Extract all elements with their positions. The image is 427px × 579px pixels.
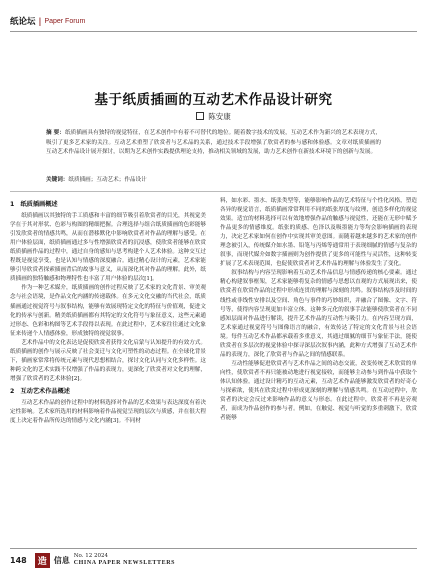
left-column xyxy=(10,197,206,426)
author-box-icon xyxy=(196,112,204,120)
issue-info xyxy=(74,553,175,567)
issue-number: No. 12 2024 xyxy=(73,553,108,559)
page-number: 148 xyxy=(10,555,27,565)
right-column xyxy=(220,197,417,423)
journal-brand: 信息 xyxy=(53,555,70,565)
body-paragraph: 艺术作品中的文化表达是促使欣赏者获得文化启蒙与认知提升的有效方式。纸质插画的创作与展示反映了社会变迁与文化可塑性的动态过程。在全球化背景下，插画家常常将传统元素与现代思想相结合，探讨文化认同与文化多样性。这种跨文化的艺术实践不仅增强了作品的表现力，更深化了欣赏者对文化的理解，增强了欣赏者的艺术体验[2]。 xyxy=(10,339,206,382)
body-paragraph: 互动艺术作品的创作过程中的材料选择对作品的艺术效果与表达深度有着决定性影响。艺术家所选用的材料影响着作品视觉呈现的层次与质感，并在很大程度上决定着作品所传达的情感与文化内涵[3]。不同材 xyxy=(10,399,206,425)
section-name-en: Paper Forum xyxy=(44,17,86,25)
section-name-cn: 纸论坛 xyxy=(10,17,36,27)
article-title: 基于纸质插画的互动艺术作品设计研究 xyxy=(94,92,333,108)
abstract-rule xyxy=(10,191,417,192)
abstract-text: 纸质插画具有独特的视觉特征，在艺术创作中有着不可替代的地位。随着数字技术的发展，互动艺术作为新兴的艺术表现方式，吸引了更多艺术家的关注。互动艺术重塑了欣赏者与艺术品的关系，通过技术手段增强了欣赏者的参与感和体验感。文章对纸质插画的互动艺术作品设计展开探讨，以期为艺术创作实践提供理论支持，推动相关领域的发展，助力艺术创作在新技术环境下的创新与发展。 xyxy=(46,130,381,155)
body-paragraph: 互动性能够促进欣赏者与艺术作品之间的动态交流，改变传统艺术欣赏的单向性，使欣赏者不再只能被动地进行视觉接收，而能够主动参与到作品中获取个体认知体验。通过设计精巧的互动元素，互动艺术作品能够激发欣赏者的好奇心与探索欲，使其在欣赏过程中形成更深刻的理解与情感共鸣。在互动过程中，欣赏者的决定会反过来影响作品的意义与形态。在此过程中，欣赏者不再是旁观者，而成为作品创作的参与者。例如，在触觉、视觉与听觉的多重刺激下，欣赏者能够 xyxy=(220,360,417,422)
journal-logo: 造 xyxy=(35,553,50,568)
body-paragraph: 叙事结构与内容呈现影响着互动艺术作品信息与情感传递的核心要素。通过精心构建叙事框架，艺术家能够将复杂的情感与思想以直观的方式展现出来，使欣赏者在欣赏作品的过程中形成连贯的理解与深刻的共鸣。叙事结构涉及时间的线性或非线性安排以及空间、角色与事件的巧妙组织，并融合了图像、文字、符号等，使得内容呈现更加丰富立体。这种多元化的叙事手法能够使欣赏者在不同感知层面对作品进行解读，提升艺术作品的互动性与吸引力。在内容呈现方面，艺术家通过视觉符号与图像语言的融合，有效传达了特定的文化背景与社会语境。每件互动艺术作品都承载着多重意义，其通过细腻的细节与象征手法，能使欣赏者在多层次的视觉体验中探寻深层次叙事内涵，此种方式增强了互动艺术作品的表现力，深化了欣赏者与作品之间的情感联系。 xyxy=(220,270,417,358)
keywords-label: 关键词： xyxy=(46,177,69,183)
body-paragraph: 作为一种艺术媒介，纸质插画的创作过程反映了艺术家的文化背景、审美观念与社会语境，是作品文化内涵的传递载体。在多元文化交融的当代社会，纸质插画通过视觉符号与叙事结构，能够有效展现特定文化的特征与价值观，促进文化的传承与创新。精美纸质插画都有其特定的文化符号与象征意义，这些元素通过形态、色彩和构图等艺术手段得以表现。在此过程中，艺术家往往通过文化象征来传递个人情感体验，形成独特的视觉叙事。 xyxy=(10,285,206,337)
section-heading: 1 纸质插画概述 xyxy=(10,201,58,208)
abstract-label: 摘 要： xyxy=(46,130,65,136)
section-heading: 2 互动艺术作品概述 xyxy=(10,387,70,395)
abstract xyxy=(46,129,381,158)
author-name: 陈安康 xyxy=(208,112,231,121)
body-paragraph: 料，如水彩、墨水、纸张类型等，能够影响作品的艺术特征与个性化风格，塑造各异的视觉语言，纸质插画常常利用不同的纸张厚度与纹理，创造多样化的视觉效果。适宜的材料选择可以有效地增强作品的触感与视觉性，还能在无形中赋予作品更多的情感维度。纸张的质感、色泽以及吸墨能力等均会影响插画的表现力，决定艺术家如何在创作中实现其审美意图。而随着越来越多的艺术家的创作理念被引入，传统媒介如水墨、铅笔与丙烯等通常用于表现细腻的情感与复杂的叙事，而现代媒介如数字插画则为创作提供了更多的可能性与灵活性，这种转变扩展了艺术表现范围，也促使欣赏者对艺术作品的理解与体验发生了变化。 xyxy=(220,198,417,268)
author-line xyxy=(0,111,427,122)
section-header xyxy=(10,14,85,28)
page-footer xyxy=(10,548,417,571)
keywords-text: 纸质插画；互动艺术；作品设计 xyxy=(68,177,147,183)
section-separator: | xyxy=(38,16,42,26)
journal-name-en: CHINA PAPER NEWSLETTERS xyxy=(73,560,176,566)
body-paragraph: 纸质插画以其独特的手工质感和丰富的细节吸引着欣赏者的目光，其视觉美学在于其对形状、色彩与构图的精细把握。合理选择与组合纸质插画的色彩能够引发欣赏者的情感共鸣，从而在潜移默化中影响欣赏者对作品的理解与感受。在用户体验层面，纸质插画通过多与性增强欣赏者的沉浸感，使欣赏者能够在欣赏纸质插画作品的过程中，通过自身的感知与思考构建个人艺术体验。这种交互过程既是视觉享受，也是认知与情感的深度融合。通过精心设计的元素，艺术家能够引导欣赏者探索插画背后的故事与意义，从而深化其对作品的理解。此外，纸质插画的独特触感和物理特性也丰富了用户体验的层次[1]。 xyxy=(10,213,206,283)
header-rule xyxy=(10,31,417,32)
keywords xyxy=(46,176,381,185)
